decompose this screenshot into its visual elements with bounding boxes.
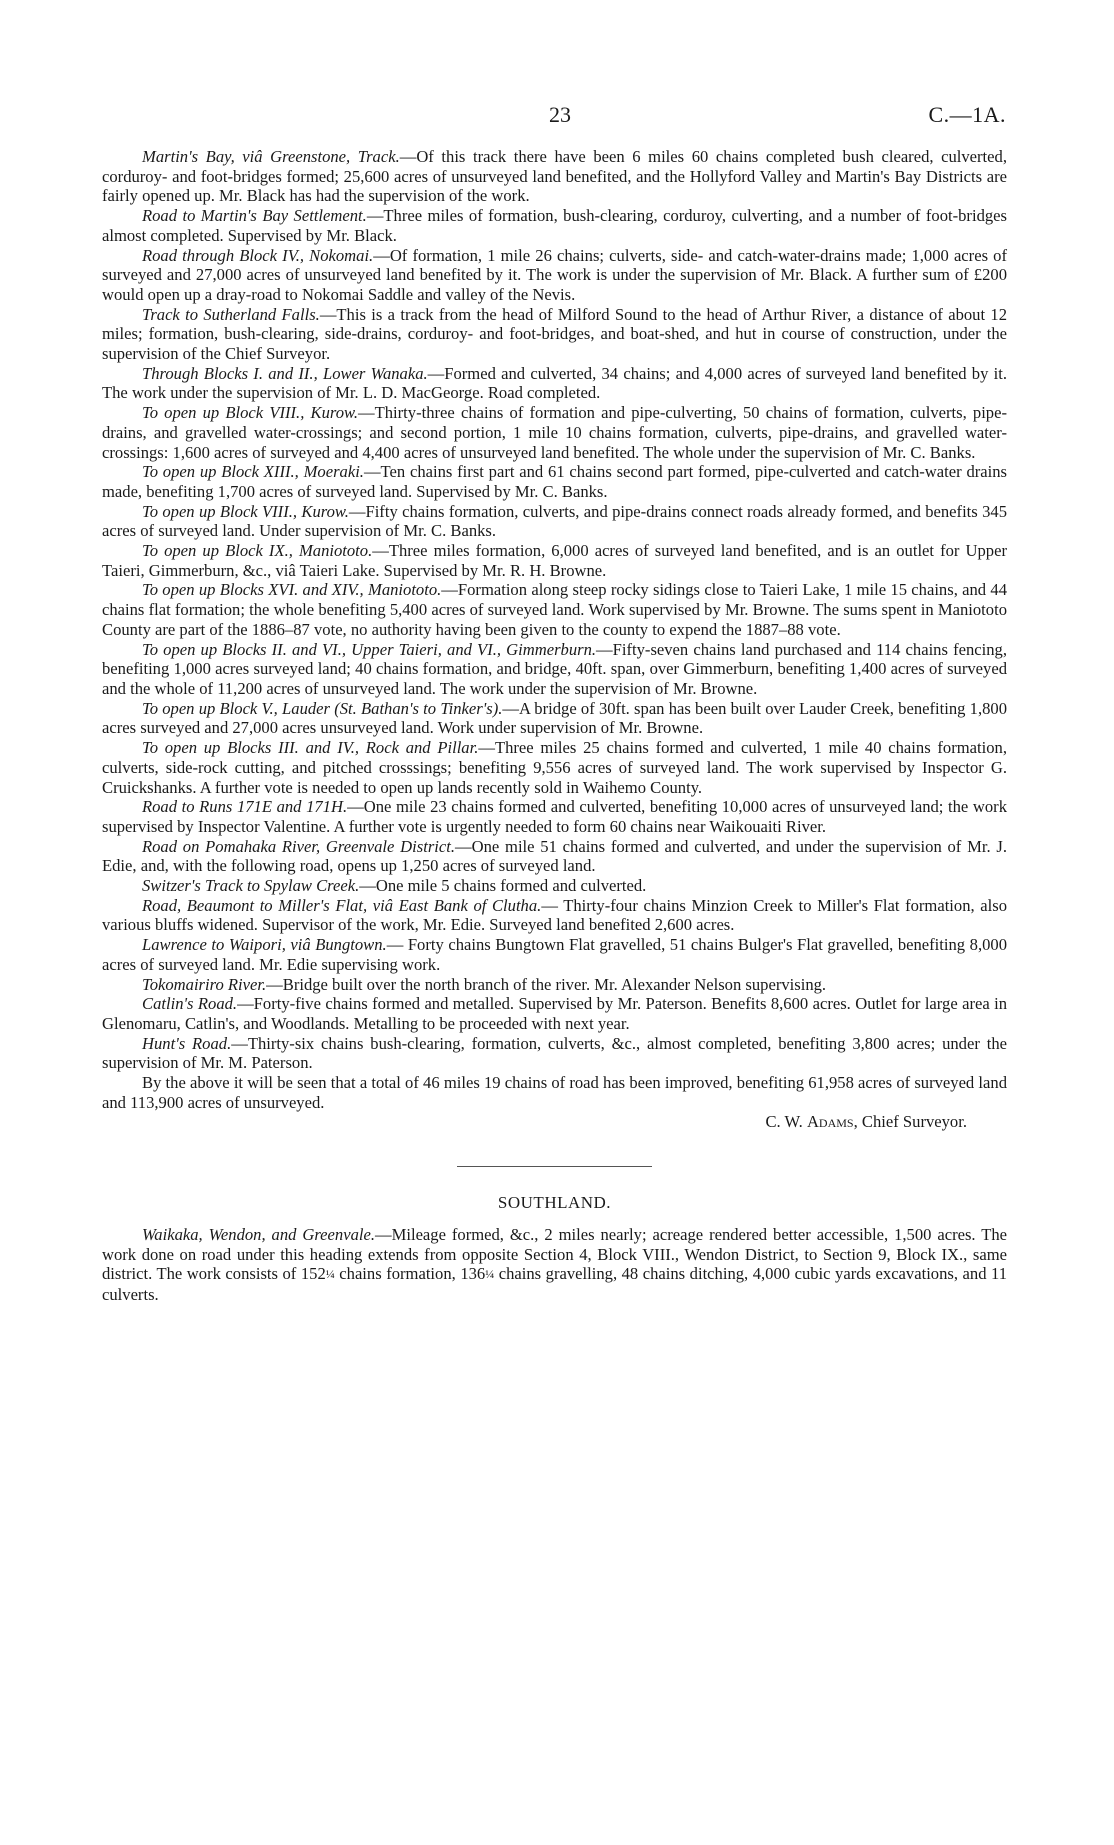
- entry-paragraph: [102, 502, 1007, 541]
- entry-text: —Formation along steep rocky sidings close to Taieri Lake, 1 mile 15 chains, and 44 chains flat formation; the whole benefiting 5,400 acres of surveyed land. Work supervised by Mr. Browne. The sums spent in Maniototo County are part of the 1886–87 vote, no authority having been given to the county to expend the 1887–88 vote.: [102, 580, 1007, 639]
- entry-paragraph: [102, 738, 1007, 797]
- body-text: [102, 147, 1007, 1305]
- entry-paragraph: [102, 206, 1007, 245]
- entry-heading: To open up Block V., Lauder (St. Bathan's to Tinker's).: [142, 698, 503, 718]
- entry-paragraph: [102, 975, 1007, 995]
- entry-text: —Thirty-three chains of formation and pipe-culverting, 50 chains of formation, culverts, pipe-drains, and gravelled water-crossings; and second portion, 1 mile 10 chains formation, culverts, pipe-drains, and gravelled water-crossings: 1,600 acres of surveyed and 4,400 acres of unsurveyed land benefited. The whole under the supervision of Mr. C. Banks.: [102, 403, 1007, 462]
- entry-heading: Road to Runs 171E and 171H.: [142, 797, 348, 817]
- section-divider: [457, 1166, 652, 1167]
- entry-heading: Catlin's Road.: [142, 994, 238, 1014]
- entry-heading: Martin's Bay, viâ Greenstone, Track.: [142, 147, 400, 166]
- entry-heading: To open up Blocks XVI. and XIV., Maniototo.: [142, 580, 442, 600]
- entry-heading: To open up Block IX., Maniototo.: [142, 541, 373, 561]
- entry-text: —Formed and culverted, 34 chains; and 4,000 acres of surveyed land benefited by it. The work under the supervision of Mr. L. D. MacGeorge. Road completed.: [102, 363, 1007, 403]
- entry-text: —Forty-five chains formed and metalled. Supervised by Mr. Paterson. Benefits 8,600 acres. Outlet for large area in Glenomaru, Catlin's, and Woodlands. Metalling to be proceeded with next year.: [102, 994, 1007, 1033]
- entry-text: —Of formation, 1 mile 26 chains; culverts, side- and catch-water-drains made; 1,000 acres of surveyed and 27,000 acres of unsurveyed land benefited by it. The work is under the supervision of Mr. Black. A further sum of £200 would open up a dray-road to Nokomai Saddle and valley of the Nevis.: [102, 245, 1007, 304]
- entry-paragraph: [102, 403, 1007, 462]
- signature-name-prefix: C. W.: [765, 1112, 807, 1132]
- entry-text: — Thirty-four chains Minzion Creek to Miller's Flat formation, also various bluffs widened. Supervisor of the work, Mr. Edie. Surveyed land benefited 2,600 acres.: [102, 895, 1008, 935]
- entry-heading: Road through Block IV., Nokomai.: [142, 245, 374, 265]
- southland-entry-text-2: chains formation, 136: [334, 1264, 486, 1284]
- entry-text: —One mile 51 chains formed and culverted, and under the supervision of Mr. J. Edie, and, with the following road, opens up 1,250 acres of surveyed land.: [102, 836, 1007, 876]
- entry-text: —One mile 23 chains formed and culverted, benefiting 10,000 acres of unsurveyed land; the work supervised by Inspector Valentine. A further vote is urgently needed to form 60 chains near Waikouaiti River.: [102, 797, 1007, 836]
- section-title-southland: SOUTHLAND.: [497, 1193, 612, 1213]
- entry-text: — Forty chains Bungtown Flat gravelled, 51 chains Bulger's Flat gravelled, benefiting 8,000 acres of surveyed land. Mr. Edie supervising work.: [102, 935, 1007, 974]
- entry-heading: Track to Sutherland Falls.: [142, 304, 320, 324]
- entry-paragraph: [102, 699, 1007, 738]
- signature: [102, 1112, 1007, 1132]
- entry-heading: To open up Block VIII., Kurow.: [142, 403, 359, 423]
- entry-paragraph: [102, 305, 1007, 364]
- entry-text: —Fifty-seven chains land purchased and 114 chains fencing, benefiting 1,000 acres surveyed land; 40 chains formation, and bridge, 40ft. span, over Gimmerburn, benefiting 1,400 acres of surveyed and the whole of 11,200 acres of unsurveyed land. The work under the supervision of Mr. Browne.: [102, 639, 1007, 698]
- entry-heading: Hunt's Road.: [142, 1033, 232, 1053]
- entry-heading: Road to Martin's Bay Settlement.: [142, 206, 367, 226]
- entry-heading: Tokomairiro River.: [142, 974, 267, 994]
- entry-text: —Three miles 25 chains formed and culverted, 1 mile 40 chains formation, culverts, side-rock cutting, and pitched crosssings; benefiting 9,556 acres of surveyed land. The work supervised by Inspector G. Cruickshanks. A further vote is needed to open up lands recently sold in Waihemo County.: [102, 738, 1007, 797]
- entry-heading: Road, Beaumont to Miller's Flat, viâ East Bank of Clutha.: [142, 895, 542, 915]
- southland-fraction-1: ¼: [325, 1267, 335, 1282]
- summary-paragraph: By the above it will be seen that a total of 46 miles 19 chains of road has been improved, benefiting 61,958 acres of surveyed land and 113,900 acres of unsurveyed.: [102, 1073, 1007, 1112]
- entry-paragraph: [102, 364, 1007, 403]
- entry-paragraph: [102, 935, 1007, 974]
- entry-text: —This is a track from the head of Milford Sound to the head of Arthur River, a distance of about 12 miles; formation, bush-clearing, side-drains, corduroy- and foot-bridges, and boat-shed, and hut in course of construction, under the supervision of the Chief Surveyor.: [102, 304, 1008, 364]
- entry-heading: To open up Block VIII., Kurow.: [142, 501, 349, 521]
- entry-paragraph: [102, 640, 1007, 699]
- entry-heading: Through Blocks I. and II., Lower Wanaka.: [142, 363, 428, 383]
- otago-entries: [102, 147, 1007, 1073]
- southland-fraction-2: ¼: [485, 1267, 495, 1282]
- entry-heading: Lawrence to Waipori, viâ Bungtown.: [142, 935, 387, 955]
- paper-code: C.—1A.: [928, 102, 1006, 127]
- signature-surname: Adams: [806, 1112, 854, 1132]
- entry-heading: To open up Blocks II. and VI., Upper Taieri, and VI., Gimmerburn.: [142, 639, 597, 659]
- entry-paragraph: [102, 876, 1007, 896]
- entry-text: —Three miles of formation, bush-clearing, corduroy, culverting, and a number of foot-bridges almost completed. Supervised by Mr. Black.: [102, 206, 1007, 245]
- entry-paragraph: [102, 837, 1007, 876]
- entry-paragraph: [102, 541, 1007, 580]
- southland-entry-text-3: chains gravelling, 48 chains ditching, 4,000 cubic yards excavations, and 11 culverts.: [102, 1264, 1007, 1304]
- southland-entry: [102, 1225, 1007, 1305]
- southland-entry-text-1: —Mileage formed, &c., 2 miles nearly; acreage rendered better accessible, 1,500 acres. The work done on road under this heading extends from opposite Section 4, Block VIII., Wendon District, to Section 9, Block IX., same district. The work consists of 152: [102, 1224, 1007, 1284]
- entry-text: —Fifty chains formation, culverts, and pipe-drains connect roads already formed, and benefits 345 acres of surveyed land. Under supervision of Mr. C. Banks.: [102, 501, 1007, 541]
- page-number: 23: [549, 102, 571, 127]
- entry-paragraph: [102, 994, 1007, 1033]
- entry-paragraph: [102, 246, 1007, 305]
- entry-paragraph: [102, 147, 1007, 206]
- entry-text: —Three miles formation, 6,000 acres of surveyed land benefited, and is an outlet for Upper Taieri, Gimmerburn, &c., viâ Taieri Lake. Supervised by Mr. R. H. Browne.: [102, 541, 1007, 580]
- entry-paragraph: [102, 797, 1007, 836]
- entry-text: —Of this track there have been 6 miles 60 chains completed bush cleared, culverted, corduroy- and foot-bridges formed; 25,600 acres of unsurveyed land benefited, and the Hollyford Valley and Martin's Bay Districts are fairly opened up. Mr. Black has had the supervision of the work.: [102, 147, 1007, 206]
- entry-paragraph: [102, 896, 1007, 935]
- entry-heading: To open up Block XIII., Moeraki.: [142, 462, 364, 482]
- entry-heading: To open up Blocks III. and IV., Rock and Pillar.: [142, 738, 479, 758]
- entry-text: —A bridge of 30ft. span has been built over Lauder Creek, benefiting 1,800 acres surveyed and 27,000 acres unsurveyed land. Work under supervision of Mr. Browne.: [102, 698, 1007, 738]
- entry-text: —Thirty-six chains bush-clearing, formation, culverts, &c., almost completed, benefiting 3,800 acres; under the supervision of Mr. M. Paterson.: [102, 1033, 1007, 1073]
- signature-title: , Chief Surveyor.: [853, 1112, 967, 1132]
- entry-paragraph: [102, 462, 1007, 501]
- southland-entry-heading: Waikaka, Wendon, and Greenvale.: [142, 1224, 375, 1244]
- entry-text: —Ten chains first part and 61 chains second part formed, pipe-culverted and catch-water drains made, benefiting 1,700 acres of surveyed land. Supervised by Mr. C. Banks.: [102, 462, 1007, 501]
- entry-heading: Road on Pomahaka River, Greenvale District.: [142, 836, 456, 856]
- entry-paragraph: [102, 1034, 1007, 1073]
- entry-text: —One mile 5 chains formed and culverted.: [359, 876, 647, 896]
- entry-paragraph: [102, 580, 1007, 639]
- entry-heading: Switzer's Track to Spylaw Creek.: [142, 876, 360, 896]
- entry-text: —Bridge built over the north branch of the river. Mr. Alexander Nelson supervising.: [266, 974, 827, 994]
